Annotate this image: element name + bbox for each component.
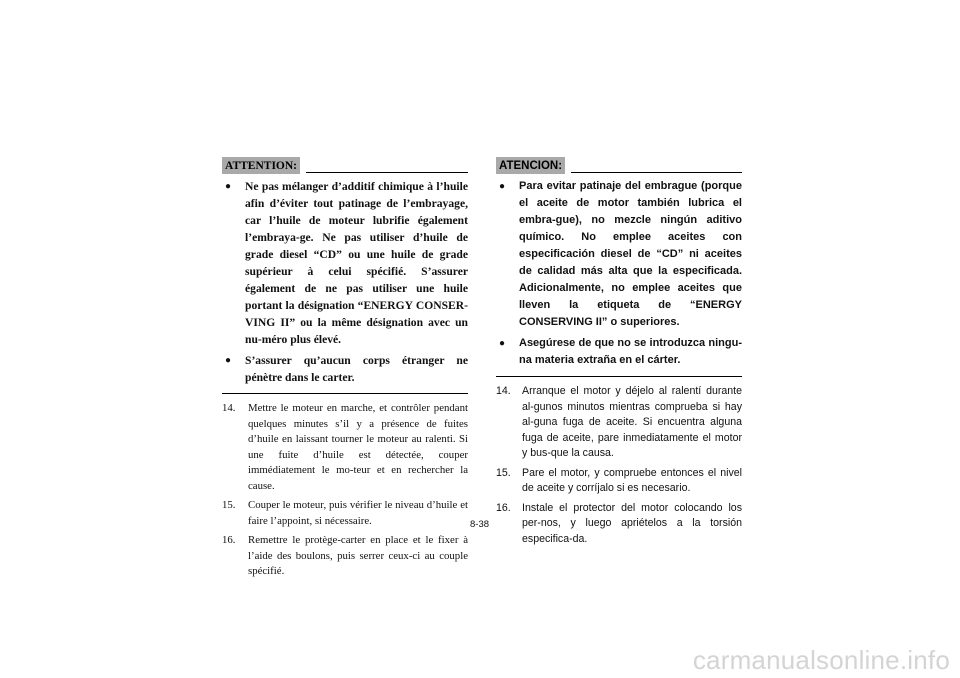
attention-label: ATENCION: [496,157,565,174]
caution-text: Asegúrese de que no se introduzca ningu-na materia extraña en el cárter. [519,337,742,366]
caution-text: S’assurer qu’aucun corps étranger ne pénètre dans le carter. [245,354,468,384]
caution-end-rule [222,393,468,394]
bullet-icon: ● [499,338,506,349]
caution-bullet [496,178,742,331]
caution-bullet [222,352,468,386]
step-number: 15. [222,499,236,511]
procedure-steps [222,401,468,580]
procedure-step [496,466,742,497]
step-text: Remettre le protège-carter en place et le fixer à l’aide des boulons, puis serrer ceux-ci au couple spécifié. [248,534,468,577]
french-column [222,154,468,584]
bullet-icon: ● [225,181,232,192]
step-number: 15. [496,466,511,479]
procedure-step [496,384,742,462]
step-text: Arranque el motor y déjelo al ralentí durante al-gunos minutos mientras comprueba si hay al-guna fuga de aceite. Si encuentra alguna fuga de aceite, pare inmediatamente el motor y bus-que la causa. [522,385,742,459]
caution-bullet [496,335,742,369]
attention-heading [496,154,742,174]
attention-label: ATTENTION: [222,157,300,174]
page-number: 8-38 [470,519,490,530]
bullet-icon: ● [499,181,506,192]
watermark: carmanualsonline.info [692,645,950,675]
procedure-step [222,498,468,529]
procedure-step [222,401,468,494]
caution-bullet [222,178,468,348]
step-number: 16. [222,534,236,546]
step-number: 14. [496,385,511,397]
heading-rule [306,172,468,173]
caution-text: Ne pas mélanger d’additif chimique à l’huile afin d’éviter tout patinage de l’embrayage, car l’huile de moteur lubrifie également l’embraya-ge. Ne pas utiliser d’huile de grade diesel “CD” ou une huile de grade supérieur à celui spécifié. S’assurer également de ne pas utiliser une huile portant la désignation “ENERGY CONSER-VING II” ou la même désignation avec un nu-méro plus élevé. [245,180,468,346]
procedure-step [222,533,468,580]
step-text: Couper le moteur, puis vérifier le niveau d’huile et faire l’appoint, si nécessaire. [248,499,468,527]
caution-end-rule [496,376,742,377]
attention-heading [222,154,468,174]
heading-rule [571,172,742,173]
step-number: 16. [496,501,511,514]
step-text: Instale el protector del motor colocando los per-nos, y luego apriételos a la torsión especifica-da. [522,501,742,545]
spanish-column [496,154,742,551]
caution-text: Para evitar patinaje del embrague (porque el aceite de motor también lubrica el embra-gue), no mezcle ningún aditivo químico. No emplee aceites con especificación diesel de “CD” ni aceites de calidad más alta que la especificada. Adicionalmente, no emplee aceites que lleven la etiqueta de “ENERGY CONSERVING II” o superiores. [519,180,742,328]
step-number: 14. [222,402,236,414]
bullet-icon: ● [225,355,232,366]
step-text: Pare el motor, y compruebe entonces el nivel de aceite y corríjalo si es necesario. [522,466,742,494]
procedure-steps [496,384,742,547]
step-text: Mettre le moteur en marche, et contrôler pendant quelques minutes s’il y a présence de fuites d’huile en laissant tourner le moteur au ralenti. Si une fuite d’huile est détectée, couper immédiatement le mo-teur et en rechercher la cause. [248,402,468,492]
procedure-step [496,501,742,548]
